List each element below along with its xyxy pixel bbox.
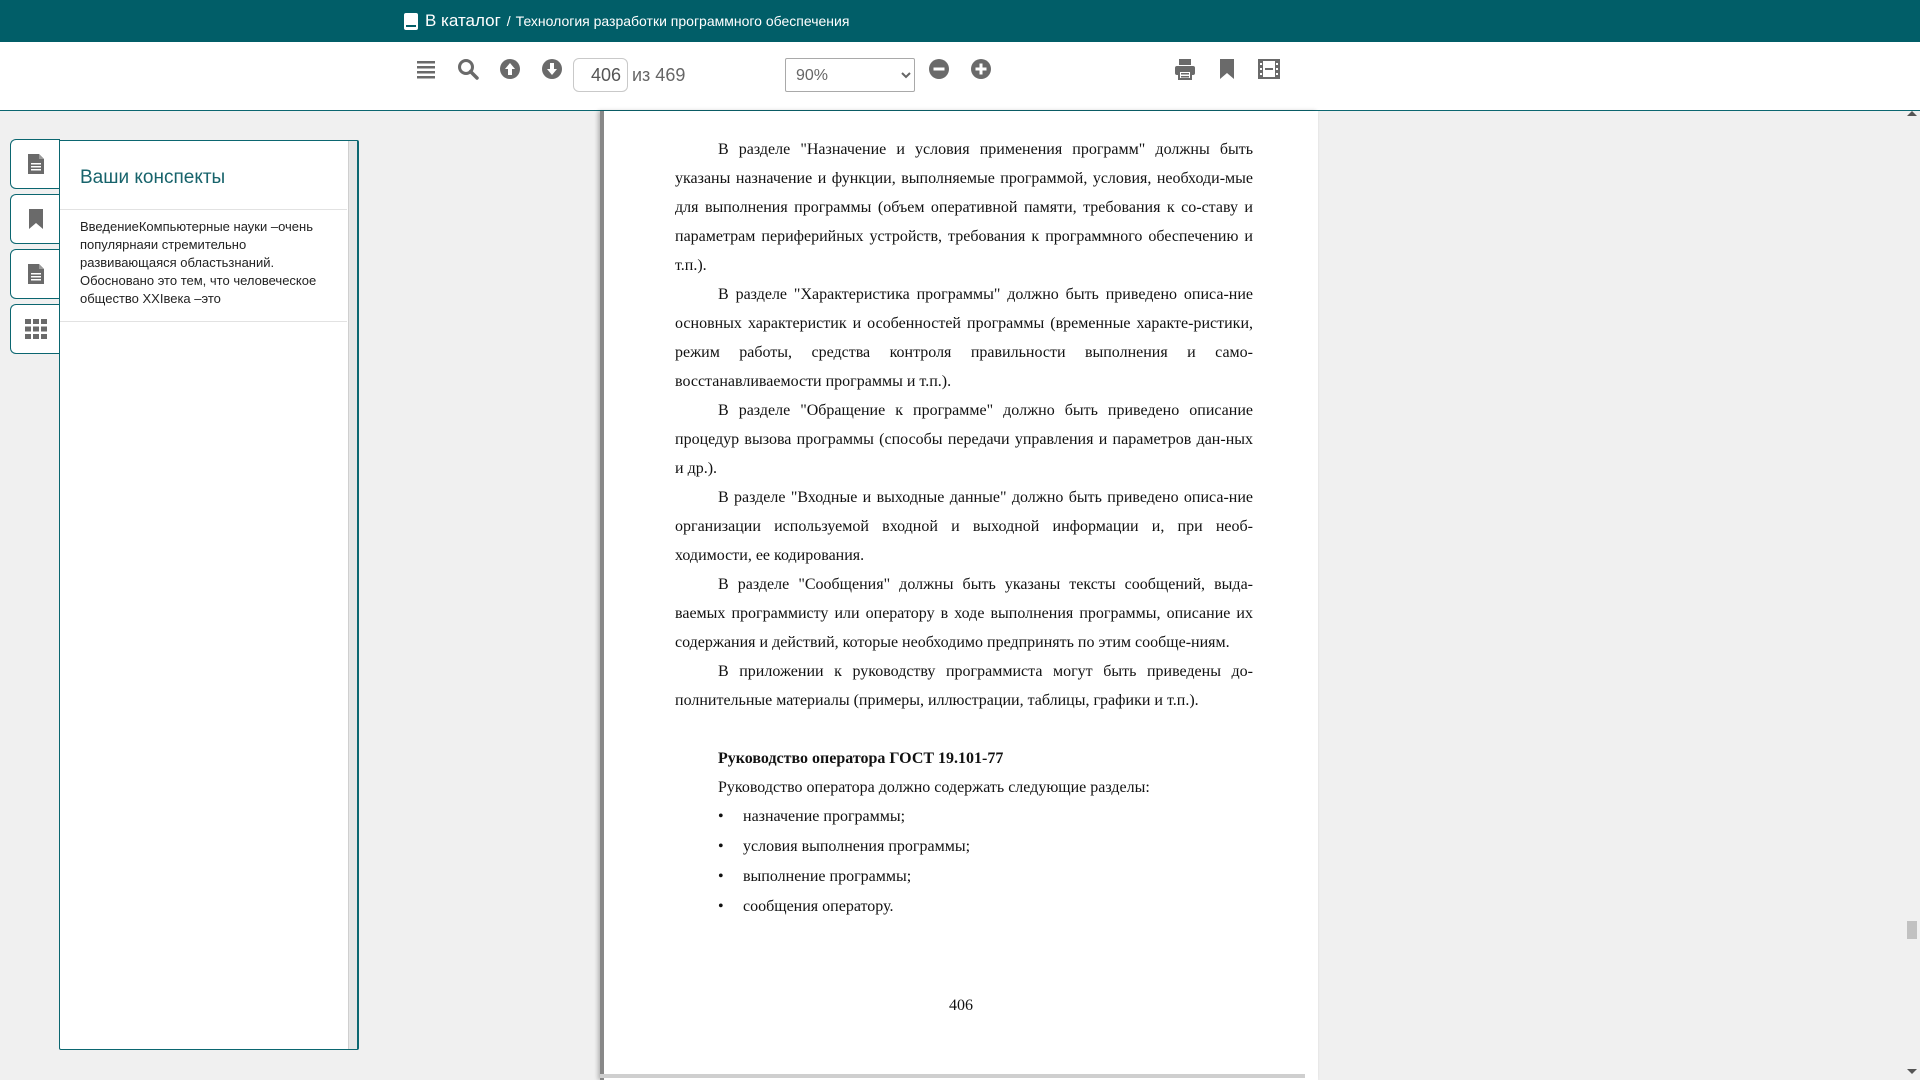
scroll-thumb[interactable] [1907,921,1917,939]
viewer-toolbar [0,42,1920,111]
zoom-out-icon [928,58,950,80]
paragraph: В разделе "Характеристика программы" должно быть приведено описа-ние основных характеристик и особенностей программы (временные характе-ристики, режим работы, средства контроля правильности выполнения и само-восстанавливаемости программы и т.п.). [675,286,1253,390]
book-icon [404,13,418,30]
zoom-select[interactable] [785,58,915,92]
notes-panel-scrollbar[interactable] [348,141,357,1049]
section-intro: Руководство оператора должно содержать следующие разделы: [718,779,1150,796]
paragraph: В разделе "Обращение к программе" должно быть приведено описание процедур вызова программы (способы передачи управления и параметров дан-ных и др.). [675,402,1253,477]
notes-panel-title: Ваши конспекты [80,167,226,188]
document-scrollbar[interactable] [1903,111,1920,1080]
page-total-label: из 469 [632,65,686,85]
section-list [675,802,1253,922]
zoom-out-button[interactable] [924,54,954,84]
paragraph: В разделе "Назначение и условия применения программ" должны быть указаны назначение и функции, выполняемые программой, условия, необходи-мые для выполнения программы (объем оперативной памяти, требования к со-ставу и параметрам периферийных устройств, требования к программного обеспечению и т.п.). [675,141,1253,274]
note-icon [27,263,45,285]
presentation-button[interactable] [1254,54,1284,84]
breadcrumb-separator: / [506,13,511,29]
page-number-input[interactable] [573,58,628,92]
next-page-button[interactable] [537,54,567,84]
previous-page-button[interactable] [495,54,525,84]
list-item: • условия выполнения программы; [675,832,1253,862]
book-title: Технология разработки программного обеспечения [515,13,850,29]
list-icon [416,59,436,79]
breadcrumb[interactable] [404,11,849,31]
bookmark-icon [28,208,44,230]
list-item: • назначение программы; [675,802,1253,832]
search-icon [457,58,479,80]
scroll-down-arrow-icon[interactable] [1907,1069,1917,1074]
top-header-bar [0,0,1920,42]
notes-panel [59,140,359,1050]
catalog-link[interactable]: В каталог [425,11,501,30]
zoom-in-icon [970,58,992,80]
document-icon [27,153,45,175]
bookmark-button[interactable] [1212,54,1242,84]
tab-notes[interactable] [10,249,60,299]
scroll-up-arrow-icon[interactable] [1907,111,1917,116]
paragraph: В разделе "Входные и выходные данные" должно быть приведено описа-ние организации используемой входной и выходной информации и, при необ-ходимости, ее кодирования. [675,489,1253,564]
search-button[interactable] [453,54,483,84]
section-heading: Руководство оператора ГОСТ 19.101-77 [718,750,1004,767]
tab-thumbnails[interactable] [10,304,61,354]
grid-icon [25,319,47,339]
arrow-down-icon [541,58,563,80]
arrow-up-icon [499,58,521,80]
note-item[interactable]: ВведениеКомпьютерные науки –очень популярнаяи стремительно развивающаяся областьзнаний. Обосновано это тем, что человеческое общество XXIвека –это [80,219,317,306]
tab-document[interactable] [10,139,60,189]
list-item: • сообщения оператору. [675,892,1253,922]
page-number: 406 [949,997,973,1014]
page-separator [600,1074,1305,1078]
paragraph: В разделе "Сообщения" должны быть указаны тексты сообщений, выда-ваемых программисту или оператору в ходе выполнения программы, описание их содержания и действий, которые необходимо предпринять по этим сообще-ниям. [675,576,1253,651]
tab-bookmarks[interactable] [10,194,60,244]
list-item: • выполнение программы; [675,862,1253,892]
print-button[interactable] [1170,54,1200,84]
zoom-in-button[interactable] [966,54,996,84]
paragraph: В приложении к руководству программиста могут быть приведены до-полнительные материалы (примеры, иллюстрации, таблицы, графики и т.п.). [675,663,1253,709]
document-page [600,111,1318,1080]
divider [60,209,347,210]
table-of-contents-button[interactable] [411,54,441,84]
divider [60,321,347,322]
film-icon [1258,59,1280,79]
print-icon [1174,58,1196,80]
page-text [675,135,1253,922]
bookmark-icon [1218,58,1236,80]
